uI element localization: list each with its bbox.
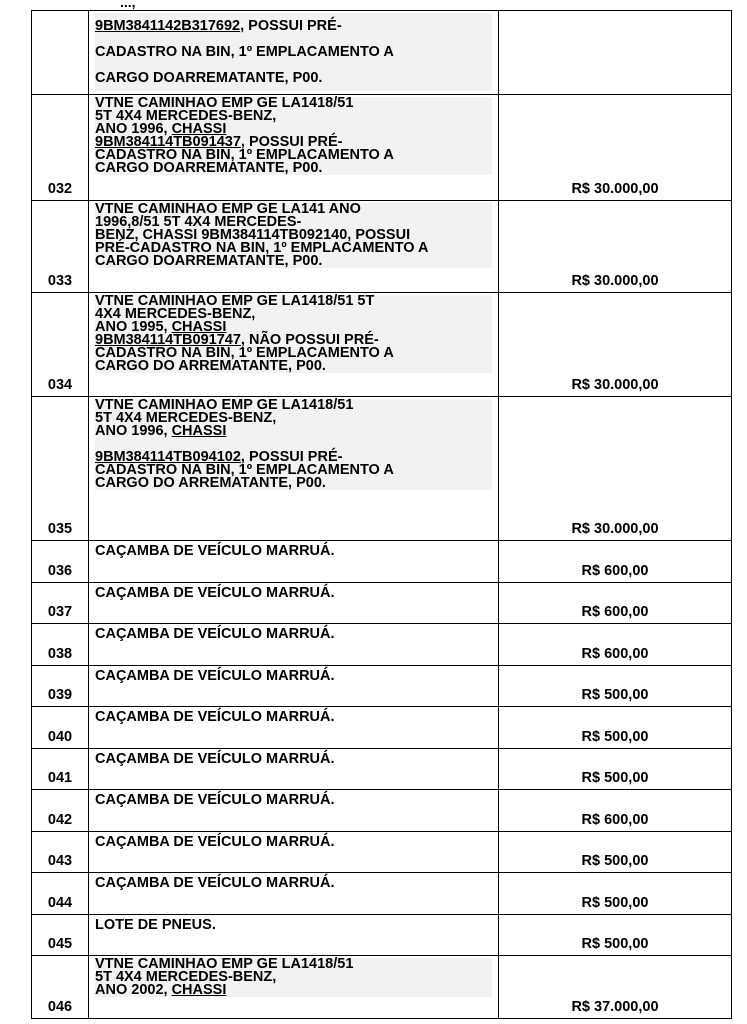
lot-value: R$ 500,00 xyxy=(499,915,732,956)
lot-value: R$ 500,00 xyxy=(499,666,732,707)
lot-number: 033 xyxy=(32,201,89,293)
lot-value: R$ 500,00 xyxy=(499,749,732,790)
table-row xyxy=(32,956,732,1019)
lot-description xyxy=(95,399,492,490)
lot-description xyxy=(95,834,492,851)
lot-value: R$ 600,00 xyxy=(499,583,732,624)
description-head: CAÇAMBA DE VEÍCULO MARRUÁ. xyxy=(95,875,335,891)
lot-number: 038 xyxy=(32,624,89,666)
chassi-number: CHASSI 9BM384114TB091437 xyxy=(95,121,241,150)
lot-description-cell xyxy=(89,749,499,790)
lot-number: 034 xyxy=(32,293,89,397)
chassi-number: CHASSI xyxy=(171,982,227,998)
lot-description-cell xyxy=(89,832,499,873)
lot-number: 040 xyxy=(32,707,89,749)
chassi-number: CHASSI 9BM384114TB094102 xyxy=(95,423,241,465)
table-row xyxy=(32,873,732,915)
lot-value: R$ 600,00 xyxy=(499,790,732,832)
lot-value xyxy=(499,11,732,95)
lot-number: 044 xyxy=(32,873,89,915)
lot-description-cell xyxy=(89,956,499,1019)
lot-value: R$ 30.000,00 xyxy=(499,95,732,201)
table-row xyxy=(32,624,732,666)
table-row xyxy=(32,11,732,95)
lot-value: R$ 500,00 xyxy=(499,832,732,873)
lot-number: 039 xyxy=(32,666,89,707)
description-head: VTNE CAMINHAO EMP GE LA1418/51 5T 4X4 MERCEDES-BENZ, ANO 2002, xyxy=(95,956,354,998)
description-tail: , NÃO POSSUI PRÉ- CADASTRO NA BIN, 1º EMPLACAMENTO A CARGO DO ARREMATANTE, P00. xyxy=(95,332,394,374)
lot-description xyxy=(95,626,492,643)
lot-number: 046 xyxy=(32,956,89,1019)
lot-number: 045 xyxy=(32,915,89,956)
description-head: LOTE DE PNEUS. xyxy=(95,917,216,933)
lot-value: R$ 37.000,00 xyxy=(499,956,732,1019)
lot-description xyxy=(95,668,492,685)
table-row xyxy=(32,707,732,749)
lot-value: R$ 600,00 xyxy=(499,541,732,583)
table-row xyxy=(32,832,732,873)
lot-description-cell xyxy=(89,201,499,293)
lot-description xyxy=(95,13,492,91)
lot-description-cell xyxy=(89,624,499,666)
description-head: CAÇAMBA DE VEÍCULO MARRUÁ. xyxy=(95,543,335,559)
lot-number: 035 xyxy=(32,397,89,541)
table-row xyxy=(32,749,732,790)
description-head: CAÇAMBA DE VEÍCULO MARRUÁ. xyxy=(95,751,335,767)
lot-value: R$ 30.000,00 xyxy=(499,293,732,397)
top-fragment-text: ..., xyxy=(120,0,136,10)
lot-description-cell xyxy=(89,707,499,749)
lot-number: 032 xyxy=(32,95,89,201)
lot-value: R$ 30.000,00 xyxy=(499,397,732,541)
lot-description xyxy=(95,585,492,602)
lot-number: 041 xyxy=(32,749,89,790)
table-row xyxy=(32,397,732,541)
lot-description-cell xyxy=(89,541,499,583)
description-head: CAÇAMBA DE VEÍCULO MARRUÁ. xyxy=(95,792,335,808)
lot-number xyxy=(32,11,89,95)
description-head: CAÇAMBA DE VEÍCULO MARRUÁ. xyxy=(95,834,335,850)
lot-description-cell xyxy=(89,583,499,624)
lot-description xyxy=(95,958,492,997)
chassi-number: CHASSI 9BM384114TB091747 xyxy=(95,319,241,348)
lot-description xyxy=(95,295,492,373)
lot-number: 036 xyxy=(32,541,89,583)
table-row xyxy=(32,790,732,832)
description-tail: , POSSUI PRÉ- CADASTRO NA BIN, 1º EMPLACAMENTO A CARGO DOARREMATANTE, P00. xyxy=(95,134,394,176)
lot-description xyxy=(95,792,492,809)
lot-description xyxy=(95,97,492,175)
lot-description-cell xyxy=(89,915,499,956)
description-head: CAÇAMBA DE VEÍCULO MARRUÁ. xyxy=(95,709,335,725)
lot-description-cell xyxy=(89,666,499,707)
table-row xyxy=(32,201,732,293)
table-row xyxy=(32,95,732,201)
lot-number: 042 xyxy=(32,790,89,832)
lot-value: R$ 500,00 xyxy=(499,707,732,749)
lot-description xyxy=(95,709,492,726)
lot-description-cell xyxy=(89,790,499,832)
lot-description xyxy=(95,917,492,934)
description-head: VTNE CAMINHAO EMP GE LA1418/51 5T 4X4 MERCEDES-BENZ, ANO 1996, xyxy=(95,95,354,137)
table-row xyxy=(32,666,732,707)
description-head: CAÇAMBA DE VEÍCULO MARRUÁ. xyxy=(95,668,335,684)
lot-value: R$ 500,00 xyxy=(499,873,732,915)
table-row xyxy=(32,293,732,397)
table-row xyxy=(32,541,732,583)
description-head: VTNE CAMINHAO EMP GE LA1418/51 5T 4X4 MERCEDES-BENZ, ANO 1995, xyxy=(95,293,375,335)
description-head: CAÇAMBA DE VEÍCULO MARRUÁ. xyxy=(95,585,335,601)
lot-value: R$ 30.000,00 xyxy=(499,201,732,293)
table-row xyxy=(32,915,732,956)
lot-number: 043 xyxy=(32,832,89,873)
lot-description-cell xyxy=(89,11,499,95)
lot-description-cell xyxy=(89,873,499,915)
description-tail: , POSSUI PRÉ- CADASTRO NA BIN, 1º EMPLACAMENTO A CARGO DOARREMATANTE, P00. xyxy=(95,18,394,86)
lots-table-body xyxy=(32,11,732,1019)
lot-description xyxy=(95,203,492,268)
chassi-number: 9BM3841142B317692 xyxy=(95,18,241,34)
lot-description xyxy=(95,875,492,892)
description-head: VTNE CAMINHAO EMP GE LA141 ANO 1996,8/51 5T 4X4 MERCEDES- BENZ, CHASSI 9BM384114TB092140, POSSUI PRÉ-CADASTRO NA BIN, 1º EMPLACAMENTO A CARGO DOARREMATANTE, P00. xyxy=(95,201,429,269)
lots-table xyxy=(31,10,732,1019)
description-head: CAÇAMBA DE VEÍCULO MARRUÁ. xyxy=(95,626,335,642)
description-head: VTNE CAMINHAO EMP GE LA1418/51 5T 4X4 MERCEDES-BENZ, ANO 1996, xyxy=(95,397,354,439)
lot-description xyxy=(95,751,492,768)
lot-description-cell xyxy=(89,293,499,397)
lot-description-cell xyxy=(89,397,499,541)
lot-description-cell xyxy=(89,95,499,201)
lot-value: R$ 600,00 xyxy=(499,624,732,666)
lot-number: 037 xyxy=(32,583,89,624)
description-tail: , POSSUI PRÉ- CADASTRO NA BIN, 1º EMPLACAMENTO A CARGO DO ARREMATANTE, P00. xyxy=(95,449,394,491)
lot-description xyxy=(95,543,492,560)
table-row xyxy=(32,583,732,624)
